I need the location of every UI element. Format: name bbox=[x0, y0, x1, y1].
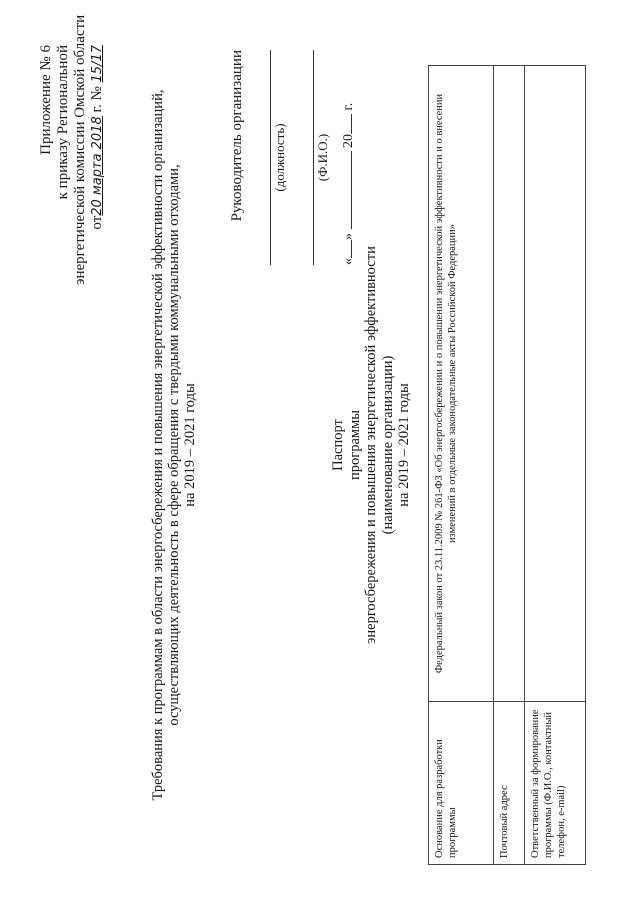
passport-table bbox=[428, 65, 586, 865]
table-cell-label: Основание для разработки программы bbox=[429, 702, 494, 865]
position-signature-line bbox=[254, 50, 271, 265]
signature-date-line bbox=[340, 50, 358, 265]
requirements-line-3: на 2019 – 2021 годы bbox=[182, 383, 198, 507]
table-cell-value bbox=[494, 66, 525, 702]
table-cell-value: Федеральный закон от 23.11.2009 № 261-ФЗ «Об энергосбережении и о повышении энергетической эффективности и о внесении изменений в отдельные законодательные акты Российской Федерации» bbox=[429, 66, 494, 702]
director-title: Руководитель организации bbox=[229, 50, 245, 222]
handwritten-number: 15/17 bbox=[90, 45, 105, 83]
appendix-date-mid: г. № bbox=[89, 82, 105, 117]
table-cell-label: Ответственный за формирование программы (Ф.И.О., контактный телефон, e-mail) bbox=[525, 702, 586, 865]
table-row bbox=[525, 66, 586, 865]
date-year-prefix: 20 bbox=[341, 134, 356, 148]
passport-program-name: энергосбережения и повышения энергетической эффективности bbox=[363, 246, 379, 644]
appendix-number: Приложение № 6 bbox=[38, 45, 54, 155]
appendix-date-prefix: от bbox=[89, 215, 105, 230]
appendix-commission: энергетической комиссии Омской области bbox=[72, 14, 88, 285]
passport-period: на 2019 – 2021 годы bbox=[396, 383, 412, 507]
appendix-header bbox=[38, 14, 106, 285]
date-year-suffix: г. bbox=[341, 102, 356, 111]
requirements-title bbox=[150, 65, 198, 825]
name-signature-line bbox=[297, 50, 314, 265]
date-close-quote: » bbox=[341, 233, 356, 240]
passport-subtitle: программы bbox=[346, 410, 363, 480]
passport-org-caption: (наименование организации) bbox=[379, 355, 396, 535]
passport-heading bbox=[330, 235, 413, 655]
requirements-line-2: осуществляющих деятельность в сфере обращения с твердыми коммунальными отходами, bbox=[166, 164, 182, 726]
year-blank bbox=[351, 114, 352, 134]
handwritten-date: 20 марта 2018 bbox=[90, 116, 105, 216]
passport-title: Паспорт bbox=[330, 419, 346, 471]
position-caption: (должность) bbox=[272, 123, 287, 192]
date-open-quote: « bbox=[341, 258, 356, 265]
table-cell-label: Почтовый адрес bbox=[494, 702, 525, 865]
month-blank bbox=[351, 152, 352, 230]
appendix-date-line bbox=[89, 45, 106, 285]
appendix-order-ref: к приказу Региональной bbox=[55, 45, 71, 200]
requirements-line-1: Требования к программам в области энергосбережения и повышения энергетической эффективности организаций, bbox=[150, 89, 166, 801]
name-caption: (Ф.И.О.) bbox=[315, 133, 330, 182]
table-row bbox=[494, 66, 525, 865]
table-cell-value bbox=[525, 66, 586, 702]
table-row bbox=[429, 66, 494, 865]
director-signature-block bbox=[228, 50, 358, 265]
